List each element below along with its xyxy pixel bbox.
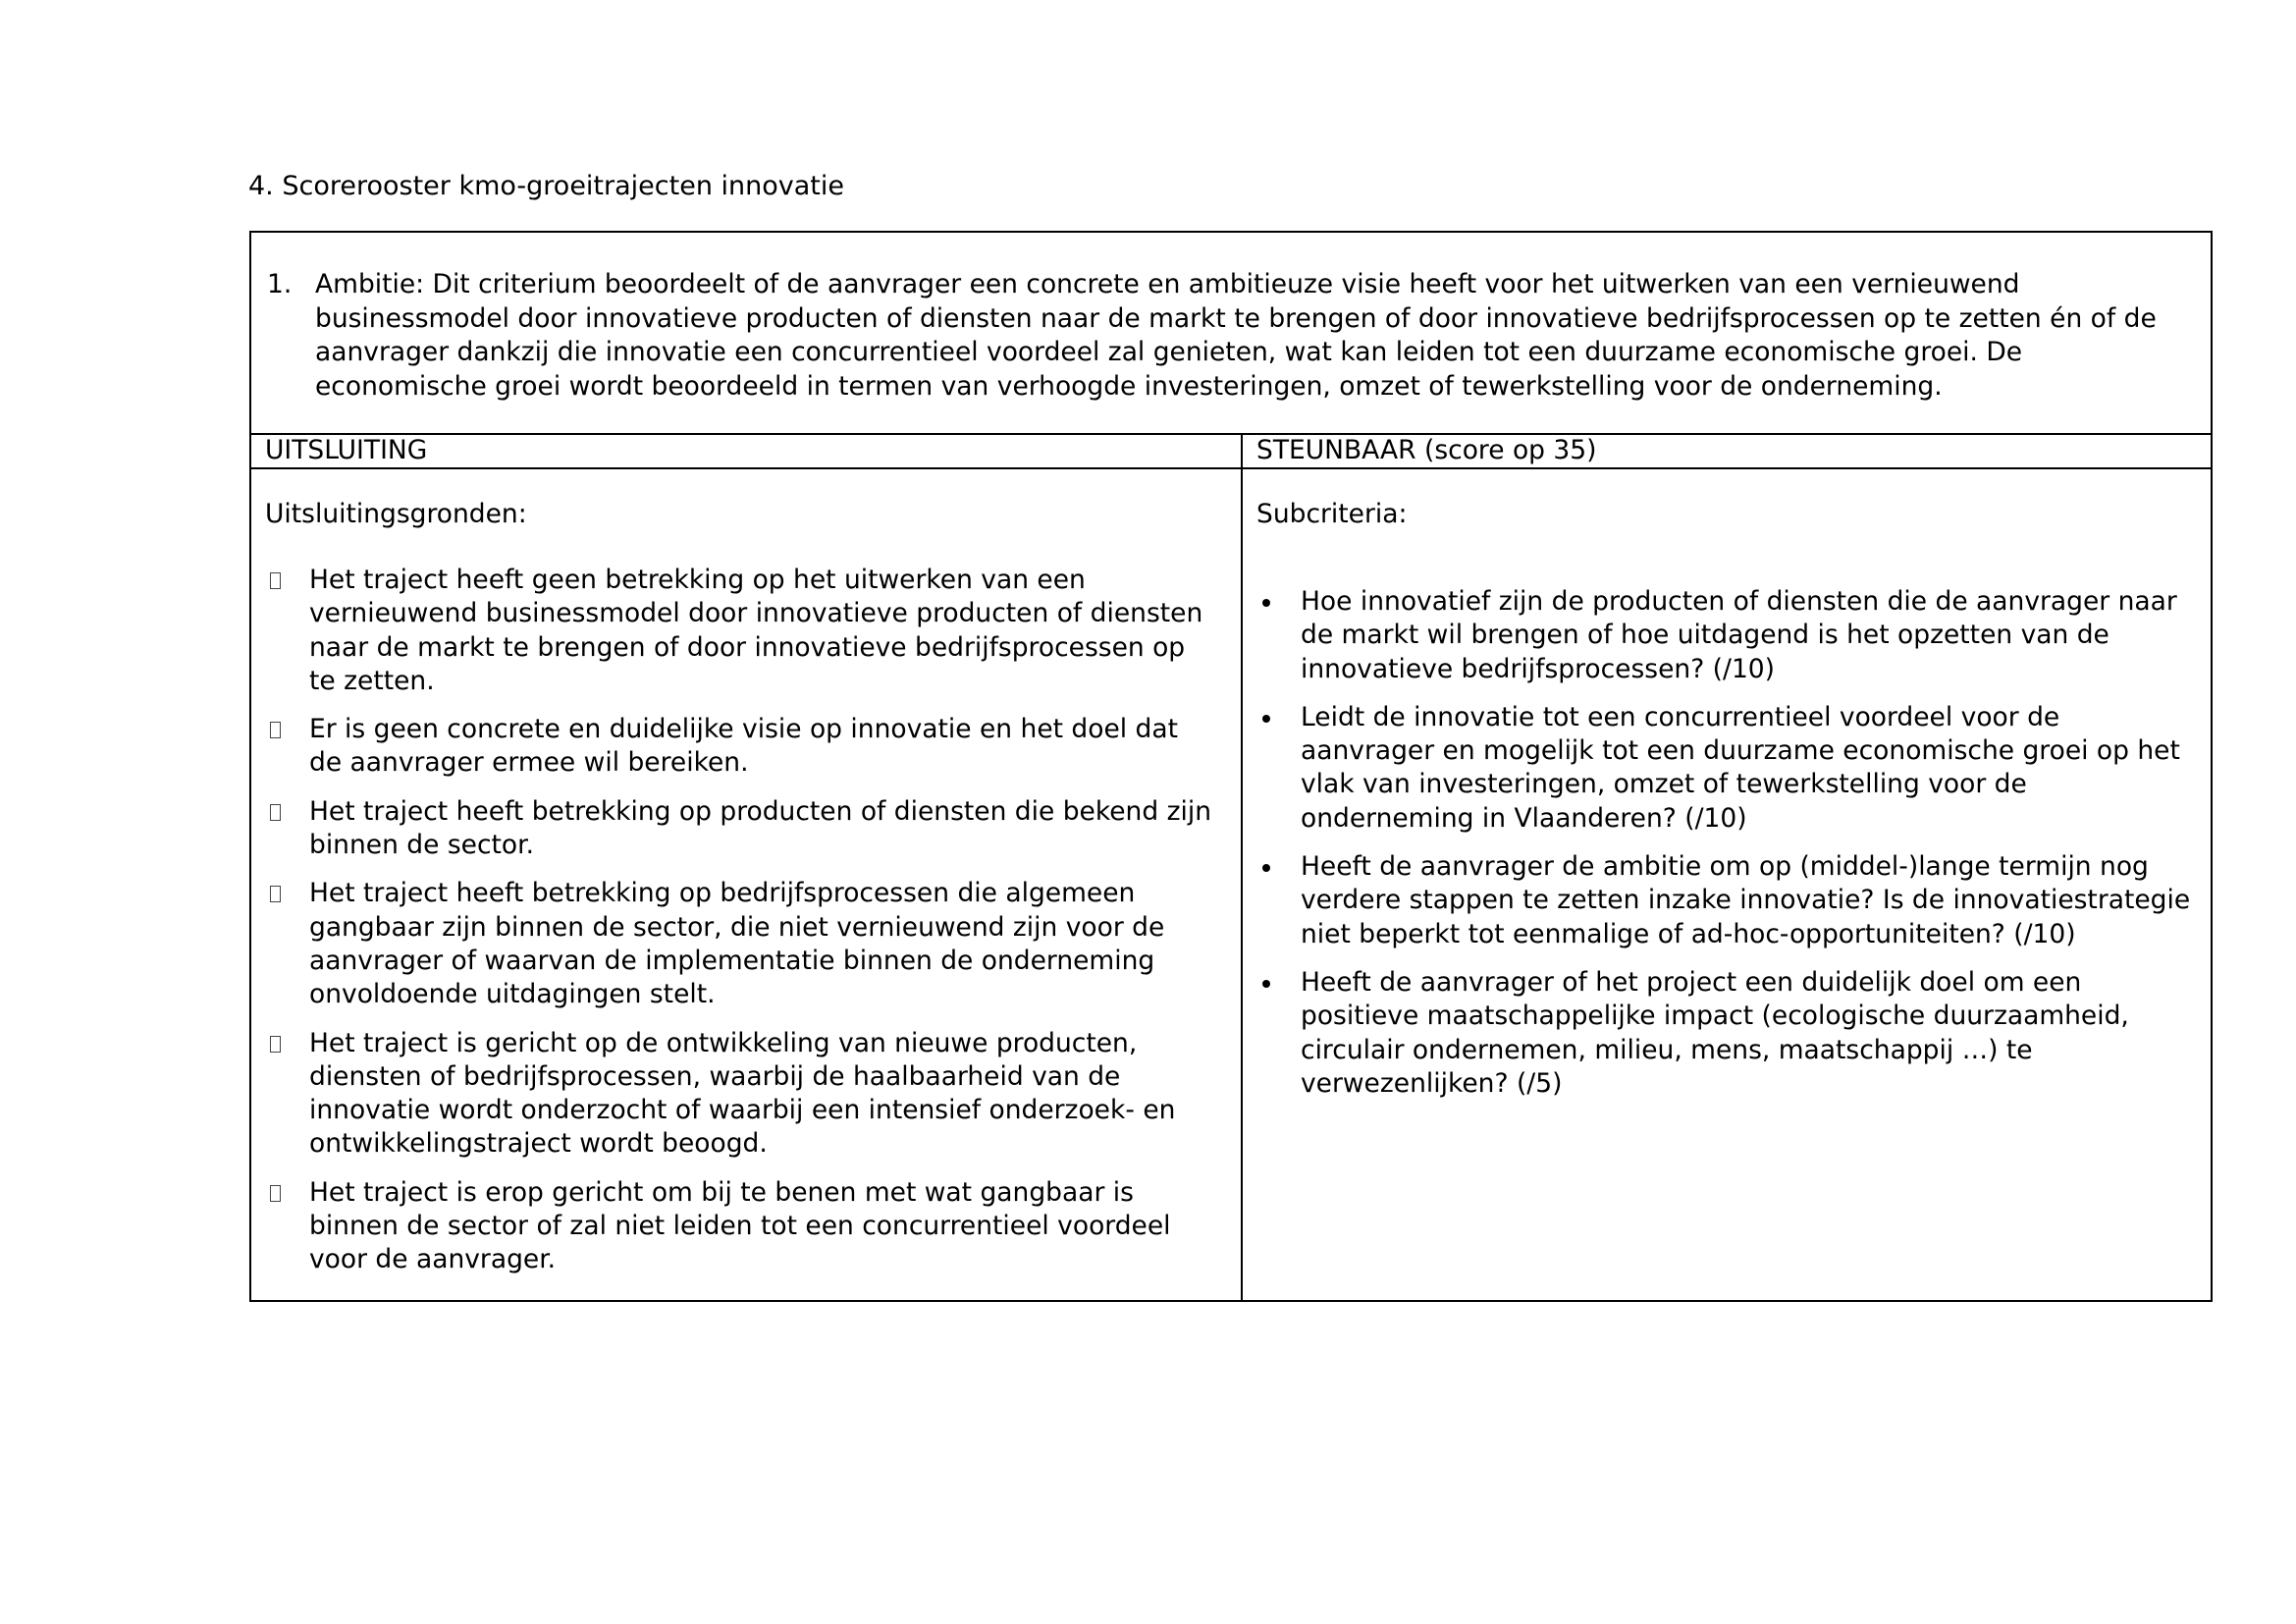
subcriterion-item <box>1256 585 2199 686</box>
missing-glyph-box-icon <box>270 886 281 902</box>
eligible-subtitle: Subcriteria: <box>1256 499 1408 529</box>
missing-glyph-box-icon <box>270 1036 281 1053</box>
exclusion-item <box>265 564 1217 698</box>
subcriterion-item <box>1256 850 2199 951</box>
exclusion-item-text: Het traject is erop gericht om bij te benen met wat gangbaar is binnen de sector of zal niet leiden tot een concurrentieel voordeel voor de aanvrager. <box>309 1176 1171 1275</box>
subcriterion-item <box>1256 701 2199 836</box>
criterion-description: Ambitie: Dit criterium beoordeelt of de aanvrager een concrete en ambitieuze visie heeft voor het uitwerken van een vernieuwend businessmodel door innovatieve producten of diensten naar de markt te brengen of door innovatieve bedrijfsprocessen op te zetten én of de aanvrager dankzij die innovatie een concurrentieel voordeel zal genieten, wat kan leiden tot een duurzame economische groei. De economische groei wordt beoordeeld in termen van verhoogde investeringen, omzet of tewerkstelling voor de onderneming. <box>315 269 2157 402</box>
exclusion-item-text: Het traject heeft betrekking op producten of diensten die bekend zijn binnen de sector. <box>309 795 1212 861</box>
bullet-dot-icon <box>1262 715 1270 723</box>
exclusion-item <box>265 1176 1217 1277</box>
eligible-header: STEUNBAAR (score op 35) <box>1241 435 2213 469</box>
bullet-dot-icon <box>1262 980 1270 988</box>
exclusion-list <box>265 564 1217 1292</box>
exclusion-item <box>265 877 1217 1011</box>
subcriterion-text: Heeft de aanvrager de ambitie om op (middel-)lange termijn nog verdere stappen te zetten inzake innovatie? Is de innovatiestrategie niet beperkt tot eenmalige of ad-hoc-opportuniteiten? (/10) <box>1301 851 2191 949</box>
section-title: 4. Scorerooster kmo-groeitrajecten innovatie <box>248 171 844 201</box>
eligible-column <box>1241 469 2213 1300</box>
criterion-description-cell <box>251 233 2211 435</box>
missing-glyph-box-icon <box>270 1185 281 1202</box>
bullet-dot-icon <box>1262 599 1270 607</box>
subcriterion-text: Leidt de innovatie tot een concurrentieel voordeel voor de aanvrager en mogelijk tot een duurzame economische groei op het vlak van investeringen, omzet of tewerkstelling voor de onderneming in Vlaanderen? (/10) <box>1301 701 2180 834</box>
exclusion-column <box>251 469 1241 1300</box>
exclusion-item-text: Het traject heeft betrekking op bedrijfsprocessen die algemeen gangbaar zijn binnen de sector, die niet vernieuwend zijn voor de aanvrager of waarvan de implementatie binnen de onderneming onvoldoende uitdagingen stelt. <box>309 878 1165 1010</box>
exclusion-item-text: Het traject is gericht op de ontwikkeling van nieuwe producten, diensten of bedrijfsprocessen, waarbij de haalbaarheid van de innovatie wordt onderzocht of waarbij een intensief onderzoek- en ontwikkelingstraject wordt beoogd. <box>309 1027 1176 1160</box>
bullet-dot-icon <box>1262 864 1270 872</box>
exclusion-item-text: Er is geen concrete en duidelijke visie op innovatie en het doel dat de aanvrager ermee wil bereiken. <box>309 714 1179 779</box>
subcriterion-text: Heeft de aanvrager of het project een duidelijk doel om een positieve maatschappelijke impact (ecologische duurzaamheid, circulair ondernemen, milieu, mens, maatschappij …) te verwezenlijken? (/5) <box>1301 966 2129 1099</box>
exclusion-item <box>265 795 1217 863</box>
exclusion-item <box>265 713 1217 781</box>
exclusion-item <box>265 1027 1217 1162</box>
criterion-number: 1. <box>267 269 293 299</box>
missing-glyph-box-icon <box>270 804 281 821</box>
exclusion-header: UITSLUITING <box>251 435 1241 469</box>
score-table <box>249 231 2213 1302</box>
exclusion-item-text: Het traject heeft geen betrekking op het uitwerken van een vernieuwend businessmodel door innovatieve producten of diensten naar de markt te brengen of door innovatieve bedrijfsprocessen op te zetten. <box>309 565 1203 696</box>
missing-glyph-box-icon <box>270 722 281 738</box>
subcriterion-text: Hoe innovatief zijn de producten of diensten die de aanvrager naar de markt wil brengen of hoe uitdagend is het opzetten van de innovatieve bedrijfsprocessen? (/10) <box>1301 586 2177 684</box>
missing-glyph-box-icon <box>270 572 281 589</box>
subcriteria-list <box>1256 585 2199 1115</box>
subcriterion-item <box>1256 966 2199 1101</box>
exclusion-subtitle: Uitsluitingsgronden: <box>265 499 527 529</box>
